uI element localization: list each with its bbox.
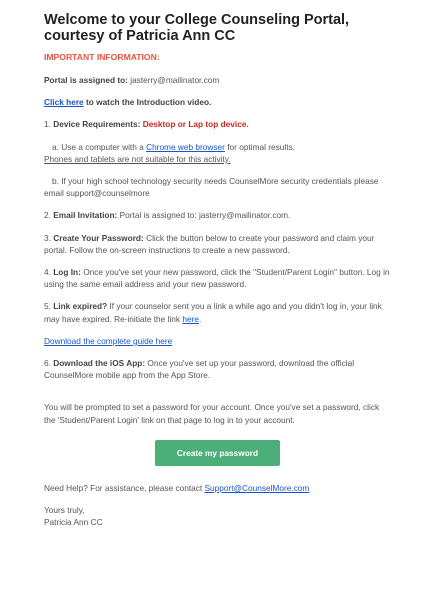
click-here-link[interactable]: Click here bbox=[44, 97, 84, 108]
item-create-password: 3. Create Your Password: Click the button below to create your password and claim your portal. Follow the on-screen instructions to create a new password. bbox=[44, 232, 375, 255]
button-wrapper bbox=[44, 440, 391, 466]
support-email-link[interactable]: Support@CounselMore.com bbox=[204, 482, 310, 493]
assigned-label: Portal is assigned to: bbox=[44, 75, 128, 85]
help-line: Need Help? For assistance, please contact Support@CounselMore.com bbox=[44, 482, 310, 493]
item-1a: a. Use a computer with a Chrome web browser for optimal results. Phones and tablets are not suitable for this activity. bbox=[44, 141, 296, 164]
signer-name: Patricia Ann CC bbox=[44, 517, 103, 528]
welcome-title-line2: courtesy of Patricia Ann CC bbox=[44, 28, 236, 44]
create-password-button[interactable]: Create my password bbox=[155, 440, 280, 466]
item-email-invitation: 2. Email Invitation: Portal is assigned to: jasterry@mailinator.com. bbox=[44, 210, 291, 221]
download-guide-line bbox=[44, 335, 391, 347]
item-1b: b. If your high school technology security needs CounselMore security credentials please email support@counselmore bbox=[44, 176, 379, 199]
phones-not-suitable: Phones and tablets are not suitable for this activity. bbox=[44, 153, 231, 164]
device-requirements-label: Device Requirements: bbox=[53, 119, 141, 130]
spacer bbox=[44, 391, 391, 401]
item-device-requirements: 1. Device Requirements: Desktop or Lap top device. bbox=[44, 119, 249, 130]
chrome-browser-link[interactable]: Chrome web browser bbox=[146, 141, 225, 152]
reinitiate-link[interactable]: here bbox=[182, 313, 199, 324]
item-log-in: 4. Log In: Once you've set your new password, click the "Student/Parent Login" button. Log in using the same email address and your new password. bbox=[44, 267, 390, 290]
item-ios-app: 6. Download the iOS App: Once you've set up your password, download the official CounselMore mobile app from the App Store. bbox=[44, 358, 355, 381]
intro-video-text: to watch the Introduction video. bbox=[83, 97, 212, 108]
important-heading: IMPORTANT INFORMATION: bbox=[44, 52, 160, 62]
assigned-email: jasterry@mailinator.com bbox=[127, 75, 220, 85]
download-guide-link[interactable]: Download the complete guide here bbox=[44, 335, 173, 346]
welcome-title bbox=[44, 12, 391, 44]
signoff: Yours truly, bbox=[44, 505, 85, 516]
prompt-paragraph: You will be prompted to set a password for your account. Once you've set a password, click the 'Student/Parent Login' link on that page to log in to your account. bbox=[44, 402, 380, 425]
device-requirements-value: Desktop or Lap top device. bbox=[142, 119, 249, 130]
welcome-title-line1: Welcome to your College Counseling Portal, bbox=[44, 12, 350, 28]
assigned-line bbox=[44, 74, 391, 86]
item-link-expired: 5. Link expired? If your counselor sent you a link a while ago and you didn't log in, your link may have expired. Re-initiate the link here. bbox=[44, 301, 382, 324]
intro-video-line bbox=[44, 96, 391, 108]
